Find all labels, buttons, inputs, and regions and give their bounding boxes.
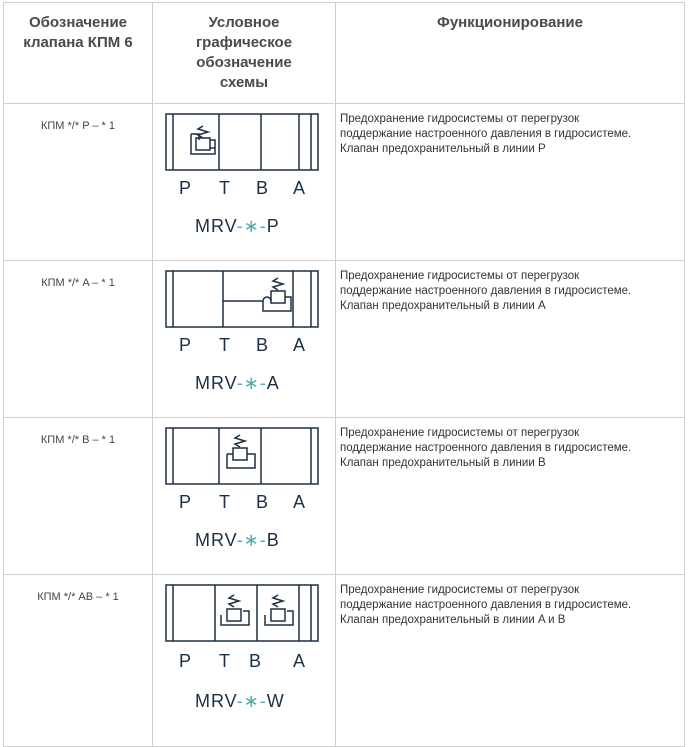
port-label: A (293, 651, 306, 671)
header-row (4, 3, 685, 104)
header-schema (153, 3, 336, 104)
function-text: Предохранение гидросистемы от перегрузок поддержание настроенного давления в гидросистеме. Клапан предохранительный в линии A и B (336, 575, 685, 747)
port-label: A (293, 335, 306, 355)
port-label: A (293, 492, 306, 512)
valve-table (3, 2, 685, 747)
schema-cell (153, 418, 336, 575)
mrv-code: MRV-∗-P (195, 216, 280, 236)
valve-code: КПМ */* A – * 1 (4, 261, 153, 418)
header-function (336, 3, 685, 104)
mrv-code: MRV-∗-A (195, 373, 280, 393)
table-row (4, 261, 685, 418)
port-label: T (219, 335, 230, 355)
valve-code: КПМ */* B – * 1 (4, 418, 153, 575)
valve-code: КПМ */* AB – * 1 (4, 575, 153, 747)
port-label: T (219, 178, 230, 198)
header-text: Условное (208, 14, 280, 31)
port-label: A (293, 178, 306, 198)
port-label: P (179, 492, 192, 512)
valve-code: КПМ */* P – * 1 (4, 104, 153, 261)
port-label: B (256, 178, 269, 198)
port-label: P (179, 335, 192, 355)
function-text: Предохранение гидросистемы от перегрузок поддержание настроенного давления в гидросистеме. Клапан предохранительный в линии A (336, 261, 685, 418)
function-text: Предохранение гидросистемы от перегрузок поддержание настроенного давления в гидросистеме. Клапан предохранительный в линии B (336, 418, 685, 575)
table-row (4, 575, 685, 747)
header-text: Обозначение (28, 14, 128, 31)
header-text: схемы (219, 74, 269, 91)
port-label: T (219, 651, 230, 671)
port-label: B (256, 492, 269, 512)
schema-cell (153, 575, 336, 747)
port-label: P (179, 651, 192, 671)
mrv-code: MRV-∗-W (195, 691, 285, 711)
header-text: обозначение (196, 54, 292, 71)
function-text: Предохранение гидросистемы от перегрузок поддержание настроенного давления в гидросистеме. Клапан предохранительный в линии P (336, 104, 685, 261)
port-label: B (249, 651, 262, 671)
table-row (4, 418, 685, 575)
table-row (4, 104, 685, 261)
header-text: графическое (195, 34, 293, 51)
header-text: клапана КПМ 6 (23, 34, 133, 51)
port-label: P (179, 178, 192, 198)
port-label: B (256, 335, 269, 355)
header-text: Функционирование (437, 14, 583, 31)
mrv-code: MRV-∗-B (195, 530, 280, 550)
header-designation (4, 3, 153, 104)
schema-cell (153, 261, 336, 418)
port-label: T (219, 492, 230, 512)
schema-cell (153, 104, 336, 261)
